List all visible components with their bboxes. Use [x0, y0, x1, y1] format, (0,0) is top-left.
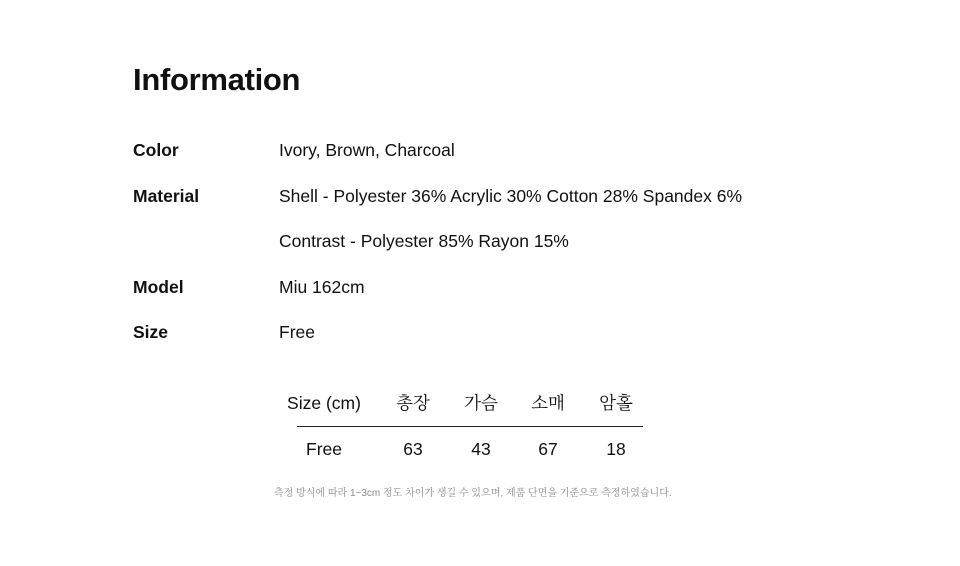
page-title: Information	[133, 62, 301, 97]
size-table-header: 가슴	[464, 393, 498, 413]
size-table-cell: Free	[306, 439, 342, 459]
measurement-note: 측정 방식에 따라 1~3cm 정도 차이가 생길 수 있으며, 제품 단면을 기준으로 측정하였습니다.	[274, 488, 672, 499]
size-table-header: 암홀	[599, 393, 633, 413]
size-label: Size	[133, 322, 169, 342]
size-table-divider	[297, 426, 643, 427]
size-table-cell: 18	[606, 439, 626, 459]
size-table-cell: 63	[403, 439, 423, 459]
material-label: Material	[133, 186, 200, 206]
model-label: Model	[133, 277, 184, 297]
color-value: Ivory, Brown, Charcoal	[279, 140, 455, 160]
size-value: Free	[279, 322, 315, 342]
size-table-header: Size (cm)	[287, 393, 361, 413]
size-table-cell: 67	[538, 439, 558, 459]
model-value: Miu 162cm	[279, 277, 365, 297]
size-table-header: 소매	[531, 393, 565, 413]
size-table-cell: 43	[471, 439, 491, 459]
material-value-contrast: Contrast - Polyester 85% Rayon 15%	[279, 231, 569, 251]
material-value-shell: Shell - Polyester 36% Acrylic 30% Cotton 28% Spandex 6%	[279, 186, 743, 206]
color-label: Color	[133, 140, 179, 160]
size-table-header: 총장	[396, 393, 430, 413]
